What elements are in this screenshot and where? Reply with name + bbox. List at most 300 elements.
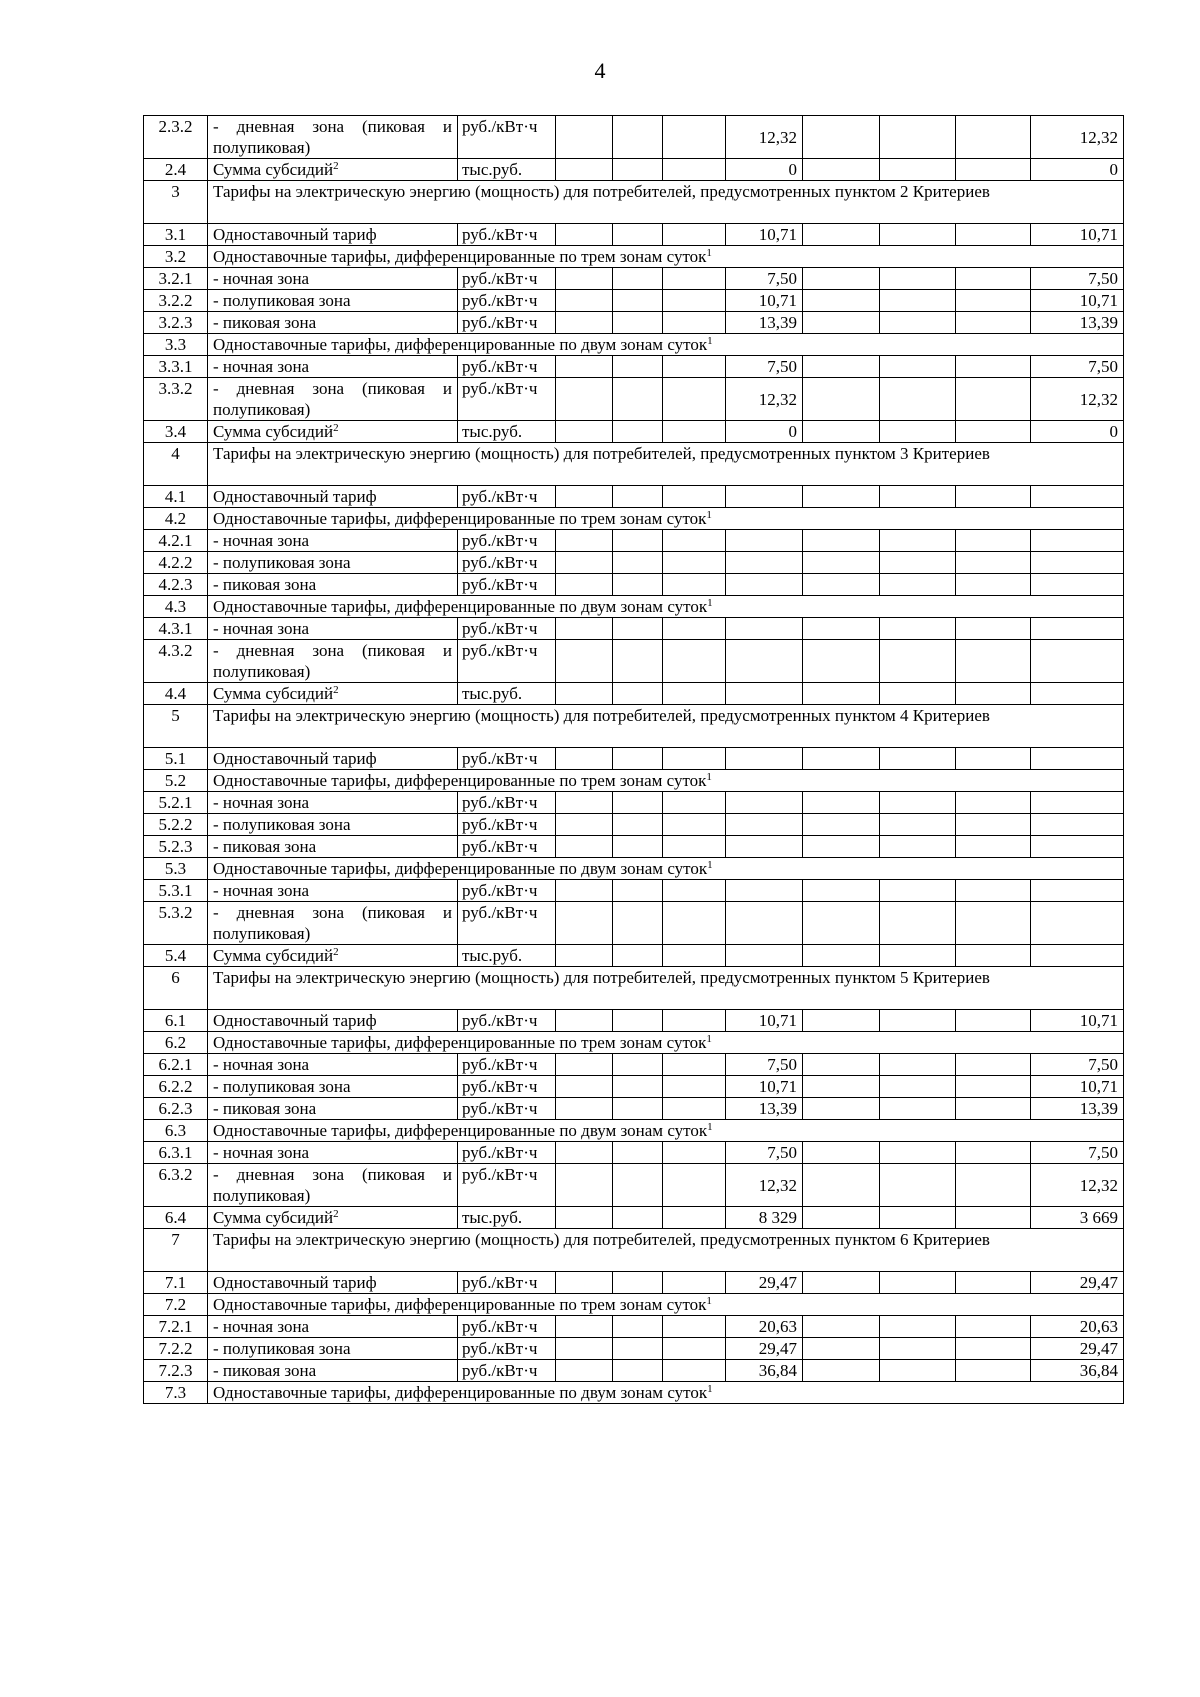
empty-cell (663, 1142, 726, 1164)
row-number: 5.2.2 (144, 814, 208, 836)
empty-cell (803, 268, 880, 290)
empty-cell (556, 814, 613, 836)
subheading-title (208, 1032, 1124, 1054)
row-name (208, 116, 458, 159)
empty-cell (663, 683, 726, 705)
row-name-text: - пиковая зона (213, 837, 317, 856)
section-title (208, 1229, 1124, 1272)
heading-text: Одноставочные тарифы, дифференцированные по трем зонам суток (213, 1033, 707, 1052)
unit-cell: руб./кВт·ч (458, 1010, 556, 1032)
empty-cell (613, 1338, 663, 1360)
empty-cell (803, 486, 880, 508)
value-cell (726, 486, 803, 508)
empty-cell (663, 1338, 726, 1360)
empty-cell (880, 356, 956, 378)
empty-cell (803, 1316, 880, 1338)
unit-cell: руб./кВт·ч (458, 1164, 556, 1207)
empty-cell (956, 574, 1031, 596)
empty-cell (663, 902, 726, 945)
empty-cell (663, 1272, 726, 1294)
empty-cell (956, 1054, 1031, 1076)
empty-cell (613, 902, 663, 945)
empty-cell (663, 1316, 726, 1338)
unit-cell: руб./кВт·ч (458, 290, 556, 312)
empty-cell (956, 1164, 1031, 1207)
empty-cell (556, 1010, 613, 1032)
empty-cell (880, 1098, 956, 1120)
empty-cell (663, 312, 726, 334)
heading-text: Одноставочные тарифы, дифференцированные по трем зонам суток (213, 509, 707, 528)
row-number: 5 (144, 705, 208, 748)
value-cell (1031, 836, 1124, 858)
empty-cell (803, 1360, 880, 1382)
row-name (208, 1010, 458, 1032)
footnote-mark: 1 (706, 1295, 712, 1307)
empty-cell (556, 1316, 613, 1338)
value-cell: 10,71 (726, 290, 803, 312)
table-row (144, 290, 1124, 312)
value-cell (1031, 530, 1124, 552)
row-name (208, 268, 458, 290)
empty-cell (956, 486, 1031, 508)
empty-cell (663, 1010, 726, 1032)
empty-cell (803, 356, 880, 378)
empty-cell (880, 814, 956, 836)
row-number: 3.2.2 (144, 290, 208, 312)
empty-cell (613, 618, 663, 640)
row-number: 3.2 (144, 246, 208, 268)
value-cell: 10,71 (726, 1076, 803, 1098)
heading-text: Тарифы на электрическую энергию (мощность) для потребителей, предусмотренных пунктом 4 Критериев (213, 706, 990, 725)
empty-cell (880, 1010, 956, 1032)
empty-cell (803, 116, 880, 159)
unit-cell: руб./кВт·ч (458, 618, 556, 640)
empty-cell (663, 748, 726, 770)
row-number: 5.2 (144, 770, 208, 792)
value-cell: 0 (726, 421, 803, 443)
empty-cell (956, 530, 1031, 552)
empty-cell (956, 1360, 1031, 1382)
table-row (144, 792, 1124, 814)
row-number: 6.4 (144, 1207, 208, 1229)
heading-text: Одноставочные тарифы, дифференцированные по двум зонам суток (213, 1383, 708, 1402)
unit-cell: руб./кВт·ч (458, 1142, 556, 1164)
footnote-mark: 1 (707, 335, 713, 347)
footnote-mark: 1 (707, 597, 713, 609)
row-name (208, 792, 458, 814)
table-row (144, 683, 1124, 705)
empty-cell (956, 1076, 1031, 1098)
footnote-mark: 1 (707, 1383, 713, 1395)
empty-cell (556, 1338, 613, 1360)
unit-cell: руб./кВт·ч (458, 356, 556, 378)
row-number: 6.2.2 (144, 1076, 208, 1098)
row-name (208, 1338, 458, 1360)
table-row (144, 814, 1124, 836)
value-cell: 10,71 (1031, 1010, 1124, 1032)
empty-cell (956, 159, 1031, 181)
empty-cell (613, 1010, 663, 1032)
subheading-row (144, 508, 1124, 530)
empty-cell (880, 1164, 956, 1207)
value-cell: 36,84 (1031, 1360, 1124, 1382)
value-cell (726, 574, 803, 596)
row-name-text: - ночная зона (213, 619, 310, 638)
footnote-mark: 1 (706, 247, 712, 259)
unit-cell: тыс.руб. (458, 421, 556, 443)
table-row (144, 1360, 1124, 1382)
heading-text: Одноставочные тарифы, дифференцированные по двум зонам суток (213, 335, 708, 354)
footnote-mark: 1 (706, 509, 712, 521)
row-number: 4 (144, 443, 208, 486)
row-name (208, 1142, 458, 1164)
empty-cell (880, 486, 956, 508)
row-name-text: - пиковая зона (213, 575, 317, 594)
empty-cell (880, 312, 956, 334)
row-number: 5.2.3 (144, 836, 208, 858)
empty-cell (956, 814, 1031, 836)
empty-cell (880, 574, 956, 596)
empty-cell (803, 814, 880, 836)
empty-cell (956, 290, 1031, 312)
empty-cell (956, 945, 1031, 967)
value-cell: 7,50 (1031, 268, 1124, 290)
value-cell: 12,32 (726, 378, 803, 421)
empty-cell (880, 1054, 956, 1076)
row-number: 6.3.2 (144, 1164, 208, 1207)
empty-cell (613, 792, 663, 814)
unit-cell: руб./кВт·ч (458, 1076, 556, 1098)
empty-cell (956, 1098, 1031, 1120)
row-name-text: - дневная зона (пиковая и полупиковая) (213, 379, 452, 419)
value-cell: 10,71 (1031, 224, 1124, 246)
heading-text: Одноставочные тарифы, дифференцированные по трем зонам суток (213, 771, 707, 790)
empty-cell (663, 224, 726, 246)
row-name (208, 1207, 458, 1229)
value-cell: 13,39 (1031, 312, 1124, 334)
empty-cell (880, 116, 956, 159)
empty-cell (803, 902, 880, 945)
empty-cell (613, 1316, 663, 1338)
empty-cell (613, 1272, 663, 1294)
table-row (144, 574, 1124, 596)
empty-cell (663, 618, 726, 640)
row-number: 5.1 (144, 748, 208, 770)
empty-cell (663, 486, 726, 508)
empty-cell (803, 618, 880, 640)
row-number: 3.3 (144, 334, 208, 356)
table-row (144, 421, 1124, 443)
empty-cell (556, 530, 613, 552)
tariff-table-body (144, 116, 1124, 1404)
table-row (144, 1272, 1124, 1294)
row-number: 6.2.3 (144, 1098, 208, 1120)
row-number: 6.3.1 (144, 1142, 208, 1164)
empty-cell (556, 640, 613, 683)
unit-cell: руб./кВт·ч (458, 792, 556, 814)
empty-cell (803, 945, 880, 967)
table-row (144, 1142, 1124, 1164)
unit-cell: руб./кВт·ч (458, 1338, 556, 1360)
unit-cell: тыс.руб. (458, 1207, 556, 1229)
empty-cell (663, 1207, 726, 1229)
empty-cell (880, 552, 956, 574)
empty-cell (880, 945, 956, 967)
empty-cell (803, 1010, 880, 1032)
row-name-text: - ночная зона (213, 1317, 310, 1336)
empty-cell (803, 1272, 880, 1294)
value-cell: 20,63 (726, 1316, 803, 1338)
empty-cell (613, 356, 663, 378)
empty-cell (663, 421, 726, 443)
empty-cell (556, 486, 613, 508)
empty-cell (803, 683, 880, 705)
unit-cell: руб./кВт·ч (458, 486, 556, 508)
empty-cell (880, 792, 956, 814)
row-number: 6.2 (144, 1032, 208, 1054)
empty-cell (613, 224, 663, 246)
empty-cell (803, 836, 880, 858)
unit-cell: тыс.руб. (458, 945, 556, 967)
empty-cell (803, 312, 880, 334)
unit-cell: руб./кВт·ч (458, 836, 556, 858)
row-number: 4.2 (144, 508, 208, 530)
value-cell (726, 530, 803, 552)
unit-cell: тыс.руб. (458, 159, 556, 181)
row-number: 4.3 (144, 596, 208, 618)
empty-cell (663, 792, 726, 814)
empty-cell (880, 1142, 956, 1164)
row-name-text: - ночная зона (213, 531, 310, 550)
row-name (208, 224, 458, 246)
row-number: 4.4 (144, 683, 208, 705)
subheading-title (208, 246, 1124, 268)
footnote-mark: 2 (333, 946, 339, 958)
empty-cell (663, 1164, 726, 1207)
row-name-text: - дневная зона (пиковая и полупиковая) (213, 1165, 452, 1205)
section-row (144, 1229, 1124, 1272)
empty-cell (663, 1054, 726, 1076)
empty-cell (880, 159, 956, 181)
empty-cell (880, 530, 956, 552)
row-name (208, 814, 458, 836)
subheading-row (144, 596, 1124, 618)
subheading-title (208, 1294, 1124, 1316)
heading-text: Тарифы на электрическую энергию (мощность) для потребителей, предусмотренных пунктом 5 Критериев (213, 968, 990, 987)
value-cell (1031, 552, 1124, 574)
heading-text: Тарифы на электрическую энергию (мощность) для потребителей, предусмотренных пунктом 6 Критериев (213, 1230, 990, 1249)
empty-cell (613, 683, 663, 705)
footnote-mark: 1 (706, 771, 712, 783)
empty-cell (613, 268, 663, 290)
row-name (208, 836, 458, 858)
table-row (144, 1207, 1124, 1229)
empty-cell (803, 1098, 880, 1120)
empty-cell (956, 1207, 1031, 1229)
empty-cell (556, 1076, 613, 1098)
row-name (208, 640, 458, 683)
row-name (208, 421, 458, 443)
empty-cell (556, 1098, 613, 1120)
heading-text: Одноставочные тарифы, дифференцированные по двум зонам суток (213, 1121, 708, 1140)
row-name-text: - полупиковая зона (213, 553, 351, 572)
row-name-text: Одноставочный тариф (213, 749, 377, 768)
subheading-row (144, 334, 1124, 356)
table-row (144, 268, 1124, 290)
unit-cell: руб./кВт·ч (458, 268, 556, 290)
subheading-title (208, 596, 1124, 618)
empty-cell (556, 683, 613, 705)
empty-cell (556, 421, 613, 443)
row-number: 3.2.1 (144, 268, 208, 290)
empty-cell (956, 312, 1031, 334)
unit-cell: руб./кВт·ч (458, 1272, 556, 1294)
row-name (208, 683, 458, 705)
empty-cell (613, 574, 663, 596)
table-row (144, 1010, 1124, 1032)
value-cell (726, 902, 803, 945)
subheading-row (144, 1032, 1124, 1054)
row-number: 6.1 (144, 1010, 208, 1032)
value-cell: 0 (726, 159, 803, 181)
value-cell: 7,50 (1031, 356, 1124, 378)
row-number: 5.2.1 (144, 792, 208, 814)
empty-cell (613, 880, 663, 902)
row-name-text: - ночная зона (213, 357, 310, 376)
empty-cell (663, 1098, 726, 1120)
empty-cell (803, 421, 880, 443)
row-name-text: - ночная зона (213, 1055, 310, 1074)
value-cell: 12,32 (726, 116, 803, 159)
unit-cell: руб./кВт·ч (458, 902, 556, 945)
row-name (208, 312, 458, 334)
row-name (208, 356, 458, 378)
row-number: 3.2.3 (144, 312, 208, 334)
section-row (144, 181, 1124, 224)
unit-cell: тыс.руб. (458, 683, 556, 705)
row-name (208, 1076, 458, 1098)
empty-cell (956, 748, 1031, 770)
unit-cell: руб./кВт·ч (458, 1360, 556, 1382)
section-row (144, 967, 1124, 1010)
value-cell: 20,63 (1031, 1316, 1124, 1338)
empty-cell (956, 640, 1031, 683)
empty-cell (880, 683, 956, 705)
subheading-row (144, 858, 1124, 880)
row-name-text: Сумма субсидий (213, 946, 334, 965)
table-row (144, 880, 1124, 902)
empty-cell (556, 312, 613, 334)
empty-cell (613, 421, 663, 443)
row-number: 3.3.2 (144, 378, 208, 421)
row-name (208, 618, 458, 640)
value-cell (726, 552, 803, 574)
empty-cell (613, 1076, 663, 1098)
empty-cell (663, 880, 726, 902)
value-cell: 10,71 (1031, 1076, 1124, 1098)
empty-cell (556, 1207, 613, 1229)
empty-cell (556, 116, 613, 159)
value-cell (726, 683, 803, 705)
empty-cell (556, 159, 613, 181)
unit-cell: руб./кВт·ч (458, 1098, 556, 1120)
heading-text: Одноставочные тарифы, дифференцированные по трем зонам суток (213, 247, 707, 266)
table-row (144, 945, 1124, 967)
value-cell (726, 945, 803, 967)
empty-cell (613, 290, 663, 312)
section-title (208, 443, 1124, 486)
row-name (208, 159, 458, 181)
row-name-text: - ночная зона (213, 881, 310, 900)
value-cell: 12,32 (726, 1164, 803, 1207)
empty-cell (880, 1076, 956, 1098)
footnote-mark: 2 (333, 422, 339, 434)
value-cell: 12,32 (1031, 116, 1124, 159)
empty-cell (556, 1272, 613, 1294)
row-number: 3 (144, 181, 208, 224)
empty-cell (880, 618, 956, 640)
empty-cell (803, 1142, 880, 1164)
table-row (144, 618, 1124, 640)
row-number: 4.2.2 (144, 552, 208, 574)
table-row (144, 1076, 1124, 1098)
row-name (208, 945, 458, 967)
row-number: 4.2.1 (144, 530, 208, 552)
subheading-title (208, 1120, 1124, 1142)
value-cell: 29,47 (1031, 1338, 1124, 1360)
row-name (208, 486, 458, 508)
unit-cell: руб./кВт·ч (458, 312, 556, 334)
table-row (144, 1098, 1124, 1120)
row-name-text: - пиковая зона (213, 1361, 317, 1380)
empty-cell (880, 836, 956, 858)
empty-cell (556, 1054, 613, 1076)
row-name-text: Сумма субсидий (213, 1208, 334, 1227)
footnote-mark: 2 (333, 1208, 339, 1220)
row-name-text: Одноставочный тариф (213, 487, 377, 506)
section-row (144, 443, 1124, 486)
subheading-title (208, 1382, 1124, 1404)
unit-cell: руб./кВт·ч (458, 116, 556, 159)
row-number: 2.4 (144, 159, 208, 181)
empty-cell (663, 1076, 726, 1098)
row-number: 3.4 (144, 421, 208, 443)
empty-cell (880, 421, 956, 443)
table-row (144, 1054, 1124, 1076)
empty-cell (956, 1316, 1031, 1338)
row-name (208, 552, 458, 574)
empty-cell (880, 378, 956, 421)
empty-cell (613, 486, 663, 508)
value-cell: 0 (1031, 159, 1124, 181)
empty-cell (803, 224, 880, 246)
subheading-title (208, 334, 1124, 356)
empty-cell (613, 312, 663, 334)
empty-cell (663, 159, 726, 181)
empty-cell (803, 1164, 880, 1207)
empty-cell (803, 552, 880, 574)
section-title (208, 705, 1124, 748)
unit-cell: руб./кВт·ч (458, 224, 556, 246)
empty-cell (803, 290, 880, 312)
value-cell: 7,50 (726, 268, 803, 290)
value-cell: 29,47 (726, 1338, 803, 1360)
empty-cell (803, 880, 880, 902)
empty-cell (956, 116, 1031, 159)
empty-cell (803, 159, 880, 181)
empty-cell (663, 945, 726, 967)
empty-cell (880, 1207, 956, 1229)
